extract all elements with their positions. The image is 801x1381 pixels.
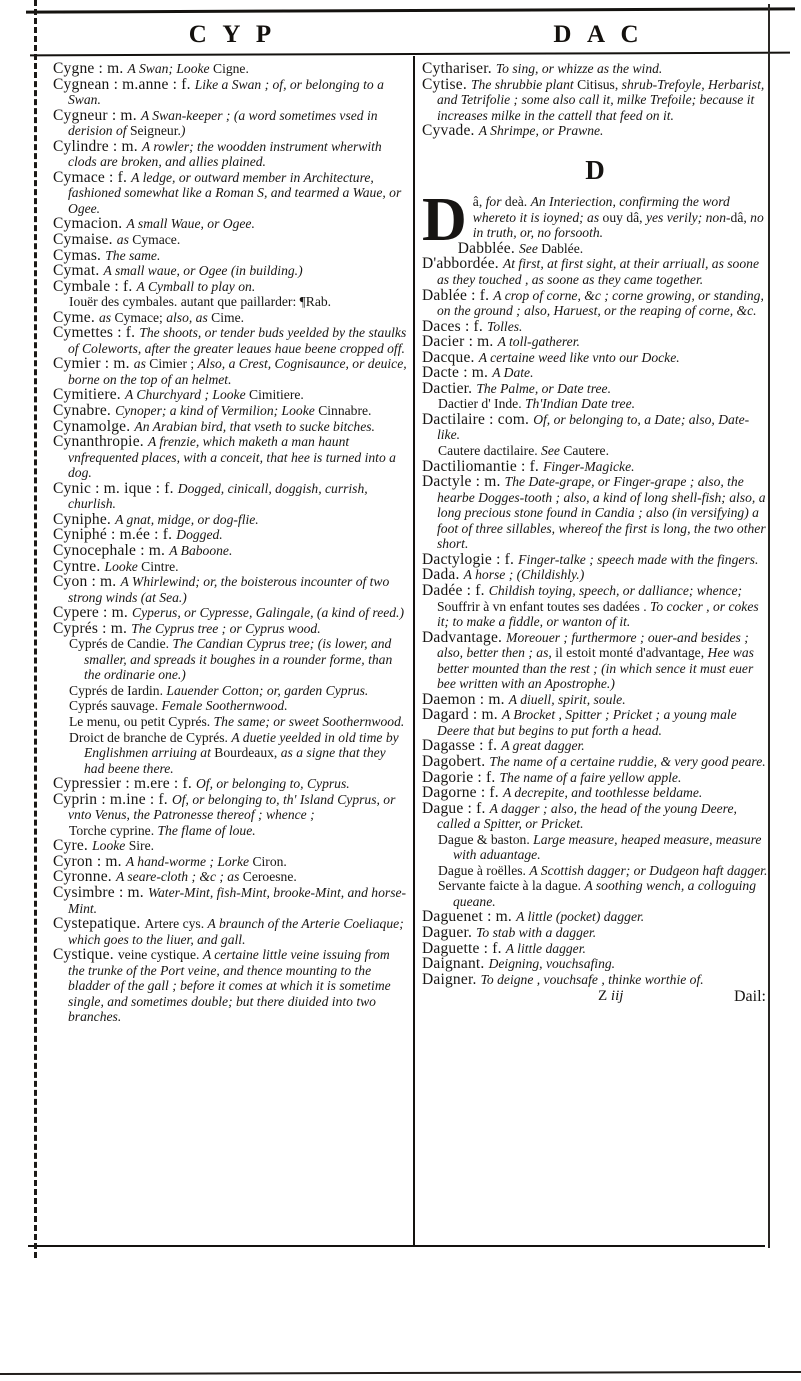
dictionary-entry bbox=[422, 583, 768, 630]
definition-text: An Interiection, confirming the word whereto it is ioyned; as bbox=[472, 194, 730, 225]
headword: Cyon : m. bbox=[53, 573, 121, 591]
definition-text: A great dagger. bbox=[501, 738, 585, 754]
definition-text: A little (pocket) dagger. bbox=[516, 909, 645, 925]
definition-text: A certaine weed like vnto our Docke. bbox=[478, 349, 680, 365]
foreign-text: â, bbox=[472, 194, 486, 210]
right-column bbox=[422, 61, 768, 1007]
dictionary-entry bbox=[422, 459, 768, 475]
dictionary-entry bbox=[53, 325, 407, 356]
headword: Dague : f. bbox=[422, 799, 490, 817]
foreign-text: Cautere. bbox=[563, 443, 609, 459]
dictionary-entry bbox=[53, 559, 407, 575]
dictionary-entry bbox=[422, 61, 768, 77]
sub-entry bbox=[69, 636, 407, 683]
headword: Cymace : f. bbox=[53, 168, 132, 186]
definition-text: Dogged, cinicall, doggish, currish, churlish. bbox=[68, 480, 368, 512]
definition-text: A Whirlewind; or, the boisterous incounter of two strong winds (at Sea.) bbox=[68, 574, 390, 605]
headword: Cystepatique. bbox=[53, 915, 145, 933]
headword: Dadée : f. bbox=[422, 581, 489, 599]
headword: Cyniphé : m.ée : f. bbox=[53, 526, 177, 544]
headword: Cynamolge. bbox=[53, 417, 135, 435]
headword: Dabblée. bbox=[457, 239, 519, 257]
dictionary-entry bbox=[422, 381, 768, 397]
top-border-rule bbox=[26, 7, 795, 13]
headword: Dablée : f. bbox=[422, 286, 494, 304]
definition-text: A small Waue, or Ogee. bbox=[126, 216, 255, 232]
dictionary-entry bbox=[53, 481, 407, 512]
dictionary-entry bbox=[53, 869, 407, 885]
headword: Daignant. bbox=[422, 955, 489, 973]
headword: Cyniphe. bbox=[53, 510, 116, 528]
definition-text: Lauender Cotton; or, garden Cyprus. bbox=[166, 682, 369, 698]
headword: Daigner. bbox=[422, 970, 481, 988]
dictionary-entry bbox=[422, 334, 768, 350]
foreign-text: Dague à roëlles. bbox=[438, 862, 530, 878]
dictionary-entry bbox=[53, 605, 407, 621]
dictionary-entry bbox=[422, 319, 768, 335]
foreign-text: dâ, bbox=[730, 209, 747, 225]
definition-text: To sing, or whizze as the wind. bbox=[495, 61, 663, 76]
headword: Cyre. bbox=[53, 837, 93, 855]
headword: Dacier : m. bbox=[422, 333, 498, 351]
headword: Daces : f. bbox=[422, 317, 488, 335]
definition-text: A seare-cloth ; &c ; as bbox=[115, 869, 243, 885]
dictionary-entry bbox=[53, 139, 407, 170]
foreign-text: deà. bbox=[504, 194, 531, 210]
foreign-text: Cintre. bbox=[141, 558, 179, 574]
dictionary-entry bbox=[422, 972, 768, 988]
foreign-text: Dague & baston. bbox=[438, 831, 534, 847]
definition-text: See bbox=[541, 443, 564, 459]
dictionary-entry bbox=[53, 61, 407, 77]
definition-text: as a signe that they had beene there. bbox=[84, 745, 386, 776]
dictionary-entry bbox=[422, 956, 768, 972]
definition-text: no in truth, or, no forsooth. bbox=[472, 209, 764, 241]
foreign-text: Cyprés sauvage. bbox=[69, 698, 162, 714]
headword: Dadvantage. bbox=[422, 628, 507, 646]
foreign-text: Cymace; bbox=[114, 309, 167, 325]
definition-text: A ledge, or outward member in Architecture, fashioned somewhat like a Roman S, and tearmed a Waue, or Ogee. bbox=[68, 169, 402, 216]
sub-entry bbox=[438, 863, 768, 879]
definition-text: A crop of corne, &c ; corne growing, or standing, on the ground ; also, Haruest, or the reaping of corne, &c. bbox=[437, 287, 764, 319]
foreign-text: Souffrir à vn enfant toutes ses dadées . bbox=[437, 598, 651, 614]
definition-text: A gnat, midge, or dog-flie. bbox=[115, 511, 259, 527]
definition-text: A Brocket , Spitter ; Pricket ; a young male Deere that but begins to put forth a head. bbox=[437, 707, 737, 738]
definition-text: Finger-talke ; speech made with the fingers. bbox=[518, 551, 759, 567]
right-column-d-entries bbox=[422, 186, 768, 988]
dictionary-entry bbox=[53, 527, 407, 543]
foreign-text: Le menu, ou petit Cyprés. bbox=[69, 713, 214, 729]
definition-text: A certaine little veine issuing from the trunke of the Port veine, and thence mounting to the bladder of the gall ; before it comes at which it is sometime single, and sometimes double; but there diuided into two branches. bbox=[68, 947, 391, 1025]
headword: Dactyle : m. bbox=[422, 473, 505, 491]
dictionary-entry bbox=[53, 512, 407, 528]
headword: Dagorie : f. bbox=[422, 768, 500, 786]
definition-text: also, as bbox=[166, 309, 212, 325]
definition-text: as bbox=[133, 356, 150, 372]
headword: Cyprés : m. bbox=[53, 619, 132, 637]
headword: Daguenet : m. bbox=[422, 908, 517, 926]
definition-text: A horse ; (Childishly.) bbox=[463, 567, 585, 583]
headword: Cypere : m. bbox=[53, 604, 133, 622]
column-divider-line bbox=[413, 56, 415, 1246]
foreign-text: Cimitiere. bbox=[249, 387, 304, 403]
foreign-text: il estoit monté d'advantage, bbox=[555, 645, 708, 661]
foreign-text: Ciron. bbox=[252, 853, 287, 869]
headword: Cyme. bbox=[53, 308, 99, 326]
page-bottom-rule bbox=[0, 1371, 801, 1375]
definition-text: A small waue, or Ogee (in building.) bbox=[103, 263, 303, 279]
running-head-right: DAC bbox=[553, 21, 655, 48]
definition-text: The shoots, or tender buds yeelded by the staulks of Coleworts, after the greater leaues haue beene cropped off. bbox=[68, 325, 407, 356]
foreign-text: Torche cyprine. bbox=[69, 822, 158, 838]
headword: Cynanthropie. bbox=[53, 433, 148, 451]
definition-text: A Baboone. bbox=[169, 542, 233, 558]
sub-entry bbox=[438, 443, 768, 459]
definition-text: To stab with a dagger. bbox=[476, 924, 597, 940]
definition-text: Looke bbox=[92, 838, 129, 854]
definition-text: Female Soothernwood. bbox=[161, 698, 288, 714]
headword: Cymaise. bbox=[53, 231, 117, 249]
dictionary-entry bbox=[422, 123, 768, 139]
definition-text: Of, or belonging to, th' Island Cyprus, or vnto Venus, the Patronesse thereof ; whence ; bbox=[68, 791, 396, 823]
headword: Dactilaire : com. bbox=[422, 410, 534, 428]
definition-text: as bbox=[116, 232, 133, 248]
colophon-row bbox=[422, 989, 768, 1007]
headword: Cynocephale : m. bbox=[53, 541, 170, 559]
dictionary-entry bbox=[422, 77, 768, 124]
foreign-text: ouy dâ, bbox=[602, 209, 646, 225]
definition-text: Moreouer ; furthermore ; ouer-and besides ; also, better then ; as, bbox=[437, 629, 749, 661]
headword: Daguer. bbox=[422, 923, 477, 941]
dictionary-entry bbox=[53, 310, 407, 326]
dictionary-entry bbox=[53, 279, 407, 295]
definition-text: A Shrimpe, or Prawne. bbox=[478, 123, 604, 139]
section-letter-heading: D bbox=[585, 154, 605, 185]
sub-entry bbox=[69, 294, 407, 310]
definition-text: Hee was better mounted than the rest ; (in which sence it must euer bee written with an Apostrophe.) bbox=[437, 645, 754, 692]
definition-text: Cynoper; a kind of Vermilion; Looke bbox=[115, 403, 319, 419]
foreign-text: Sire. bbox=[128, 838, 155, 854]
foreign-text: Bourdeaux, bbox=[214, 745, 281, 761]
foreign-text: Cyprés de Iardin. bbox=[69, 682, 167, 698]
left-border-line bbox=[34, 0, 37, 1258]
dictionary-entry bbox=[53, 170, 407, 217]
dictionary-entry bbox=[422, 241, 768, 257]
dictionary-entry bbox=[422, 567, 768, 583]
foreign-text: Servante faicte à la dague. bbox=[438, 878, 585, 894]
dictionary-entry bbox=[422, 925, 768, 941]
definition-text: A hand-worme ; Lorke bbox=[125, 853, 253, 869]
definition-text: Deigning, vouchsafing. bbox=[488, 956, 616, 972]
dictionary-entry bbox=[53, 216, 407, 232]
headword: Cyprin : m.ine : f. bbox=[53, 790, 172, 808]
dictionary-entry bbox=[53, 792, 407, 823]
foreign-text: Cinnabre. bbox=[318, 403, 372, 419]
headword: Cyronne. bbox=[53, 868, 116, 886]
headword: Cynic : m. ique : f. bbox=[53, 479, 178, 497]
definition-text: Large measure, heaped measure, measure with aduantage. bbox=[453, 831, 762, 863]
definition-text: Childish toying, speech, or dalliance; whence; bbox=[488, 582, 743, 598]
definition-text: Water-Mint, fish-Mint, brooke-Mint, and horse-Mint. bbox=[68, 884, 407, 916]
dictionary-entry bbox=[53, 916, 407, 947]
sub-entry bbox=[438, 878, 768, 909]
right-border-line bbox=[768, 4, 770, 1248]
headword: Cymbale : f. bbox=[53, 277, 137, 295]
definition-text: for bbox=[485, 194, 505, 210]
definition-text: The shrubbie plant bbox=[470, 76, 578, 92]
dictionary-entry bbox=[422, 692, 768, 708]
definition-text: See bbox=[518, 240, 542, 256]
headword: Cygneur : m. bbox=[53, 106, 141, 124]
definition-text: shrub-Trefoyle, Herbarist, and Tetrifolie ; some also call it, milke Trefoile; because it increases milke in the cattell that feed on it. bbox=[437, 76, 765, 123]
definition-text: To cocker , or cokes it; to make a fiddle, or wanton of it. bbox=[437, 598, 759, 630]
dictionary-entry bbox=[53, 263, 407, 279]
definition-text: The same; or sweet Soothernwood. bbox=[213, 713, 405, 729]
dictionary-entry bbox=[53, 403, 407, 419]
catchword: Dail: bbox=[734, 988, 766, 1006]
definition-text: The name of a certaine ruddie, & very good peare. bbox=[489, 753, 766, 769]
dictionary-entry bbox=[422, 785, 768, 801]
definition-text: The Palme, or Date tree. bbox=[476, 380, 611, 396]
headword: Dacque. bbox=[422, 348, 479, 366]
foreign-text: Cime. bbox=[211, 309, 245, 325]
headword: Cylindre : m. bbox=[53, 137, 142, 155]
dictionary-entry bbox=[422, 770, 768, 786]
definition-text: A soothing wench, a colloguing queane. bbox=[453, 878, 756, 909]
headword: Dactylogie : f. bbox=[422, 550, 519, 568]
definition-text: A braunch of the Arterie Coeliaque; which goes to the liuer, and gall. bbox=[68, 916, 404, 947]
headword: Dacte : m. bbox=[422, 364, 493, 382]
dictionary-entry bbox=[422, 365, 768, 381]
definition-text: A rowler; the woodden instrument wherwith clods are broken, and allies plained. bbox=[68, 138, 382, 170]
headword: Cyntre. bbox=[53, 557, 105, 575]
sub-entry bbox=[69, 823, 407, 839]
definition-text: ) bbox=[180, 123, 186, 139]
dictionary-entry bbox=[53, 574, 407, 605]
dictionary-entry bbox=[53, 854, 407, 870]
dictionary-entry bbox=[53, 543, 407, 559]
headword: Dagorne : f. bbox=[422, 784, 503, 802]
definition-text: The flame of loue. bbox=[157, 822, 256, 838]
dictionary-entry bbox=[53, 434, 407, 481]
foreign-text: Dablée. bbox=[541, 240, 584, 256]
dictionary-entry bbox=[53, 838, 407, 854]
foreign-text: Droict de branche de Cyprés. bbox=[69, 729, 232, 745]
dictionary-entry bbox=[53, 248, 407, 264]
headword: Cymacion. bbox=[53, 215, 127, 233]
headword: Dactiliomantie : f. bbox=[422, 457, 544, 475]
dictionary-entry bbox=[422, 754, 768, 770]
foreign-text: Artere cys. bbox=[144, 916, 208, 932]
definition-text: A Churchyard ; Looke bbox=[124, 387, 250, 403]
definition-text: The Date-grape, or Finger-grape ; also, the hearbe Dogges-tooth ; also, a kind of long shell-fish; also, a long precious stone found in Candia ; also (in versifying) a foot of three sillables, whereof the first is long, the two other short. bbox=[437, 474, 766, 552]
headword: Dagobert. bbox=[422, 752, 490, 770]
definition-text: A Cymball to play on. bbox=[136, 278, 256, 294]
definition-text: At first, at first sight, at their arriuall, as soone as they touched , as soone as they came together. bbox=[437, 256, 759, 288]
dictionary-entry bbox=[422, 256, 768, 287]
definition-text: A Swan-keeper ; (a word sometimes vsed in derision of bbox=[68, 107, 378, 139]
dictionary-entry bbox=[422, 707, 768, 738]
headword: Dada. bbox=[422, 566, 464, 584]
headword: Cynabre. bbox=[53, 402, 116, 420]
foreign-text: Cyprés de Candie. bbox=[69, 636, 173, 652]
headword: Cymas. bbox=[53, 246, 106, 264]
definition-text: Like a Swan ; of, or belonging to a Swan. bbox=[68, 76, 384, 108]
dictionary-entry bbox=[53, 108, 407, 139]
sub-entry bbox=[69, 683, 407, 699]
foreign-text: veine cystique. bbox=[117, 947, 203, 963]
headword: Cygnean : m.anne : f. bbox=[53, 75, 195, 93]
foreign-text: Iouër des cymbales. autant que paillarder: ¶Rab. bbox=[69, 294, 332, 310]
dictionary-entry bbox=[53, 77, 407, 108]
headword: D'abbordée. bbox=[422, 255, 503, 273]
dictionary-entry bbox=[53, 387, 407, 403]
headword: Daguette : f. bbox=[422, 939, 506, 957]
signature-mark: Z iij bbox=[598, 988, 624, 1005]
definition-text: A duetie yeelded in old time by Englishmen arriuing at bbox=[84, 729, 399, 761]
dictionary-entry bbox=[53, 356, 407, 387]
definition-text: Tolles. bbox=[487, 318, 523, 334]
sub-entry bbox=[438, 832, 768, 863]
drop-cap-letter: D bbox=[422, 186, 467, 255]
definition-text: Finger-Magicke. bbox=[543, 458, 635, 474]
definition-text: The same. bbox=[105, 247, 161, 263]
definition-text: Th'Indian Date tree. bbox=[525, 396, 636, 412]
sub-entry bbox=[69, 714, 407, 730]
dictionary-entry bbox=[422, 350, 768, 366]
headword: Daemon : m. bbox=[422, 690, 509, 708]
definition-text: The Candian Cyprus tree; (is lower, and smaller, and spreads it boughes in a rounder forme, than the ordinarie one.) bbox=[84, 636, 393, 683]
text-frame-bottom-rule bbox=[28, 1245, 765, 1247]
headword: Cymitiere. bbox=[53, 386, 125, 404]
dictionary-entry bbox=[53, 621, 407, 637]
sub-entry bbox=[69, 730, 407, 777]
definition-text: A diuell, spirit, soule. bbox=[508, 691, 626, 707]
definition-text: A Swan; Looke bbox=[127, 61, 213, 76]
foreign-text: Cautere dactilaire. bbox=[438, 443, 542, 459]
headword: Cymier : m. bbox=[53, 355, 134, 373]
dictionary-entry bbox=[422, 941, 768, 957]
dictionary-entry bbox=[422, 552, 768, 568]
definition-text: A toll-gatherer. bbox=[497, 334, 580, 350]
left-column bbox=[53, 61, 407, 1025]
definition-text: The name of a faire yellow apple. bbox=[499, 769, 682, 785]
definition-text: Of, or belonging to, a Date; also, Date-like. bbox=[437, 411, 750, 443]
foreign-text: Cymace. bbox=[132, 232, 181, 248]
dictionary-entry bbox=[422, 909, 768, 925]
headword: Cystique. bbox=[53, 946, 118, 964]
sub-entry bbox=[438, 396, 768, 412]
definition-text: Also, a Crest, Cognisaunce, or deuice, borne on the top of an helmet. bbox=[68, 356, 407, 387]
dictionary-entry bbox=[53, 885, 407, 916]
dictionary-entry bbox=[53, 232, 407, 248]
dictionary-entry bbox=[422, 288, 768, 319]
header-bottom-rule bbox=[30, 52, 790, 57]
dictionary-entry bbox=[53, 776, 407, 792]
headword: Dagard : m. bbox=[422, 706, 502, 724]
definition-text: yes verily; non- bbox=[645, 209, 731, 225]
headword: Cysimbre : m. bbox=[53, 883, 148, 901]
headword: Cyron : m. bbox=[53, 852, 126, 870]
sub-entry bbox=[69, 698, 407, 714]
running-head-left: CYP bbox=[188, 21, 287, 48]
dictionary-entry bbox=[422, 412, 768, 443]
definition-text: Of, or belonging to, Cyprus. bbox=[195, 776, 350, 792]
right-column-top-entries bbox=[422, 61, 768, 139]
headword: Dactier. bbox=[422, 379, 477, 397]
dictionary-entry bbox=[53, 419, 407, 435]
headword: Cythariser. bbox=[422, 60, 496, 77]
definition-text: A decrepite, and toothlesse beldame. bbox=[502, 785, 703, 801]
foreign-text: Cigne. bbox=[213, 61, 249, 76]
definition-text: as bbox=[98, 309, 115, 325]
dictionary-entry bbox=[422, 474, 768, 552]
foreign-text: Dactier d' Inde. bbox=[438, 396, 525, 412]
definition-text: Dogged. bbox=[176, 527, 223, 543]
definition-text: Cyperus, or Cypresse, Galingale, (a kind of reed.) bbox=[132, 605, 404, 621]
dictionary-entry bbox=[422, 630, 768, 692]
dictionary-entry bbox=[53, 947, 407, 1025]
headword: Cygne : m. bbox=[53, 60, 128, 77]
definition-text: An Arabian bird, that vseth to sucke bitches. bbox=[134, 418, 375, 434]
headword: Cytise. bbox=[422, 75, 471, 93]
definition-text: Looke bbox=[104, 558, 142, 574]
foreign-text: Citisus, bbox=[577, 76, 622, 92]
definition-text: A Scottish dagger; or Dudgeon haft dagger. bbox=[529, 862, 768, 878]
definition-text: A frenzie, which maketh a man haunt vnfrequented places, with a conceit, that hee is turned into a dog. bbox=[68, 434, 396, 481]
definition-text: A dagger ; also, the head of the young Deere, called a Spitter, or Pricket. bbox=[437, 800, 737, 832]
headword: Cymat. bbox=[53, 262, 104, 280]
definition-text: The Cyprus tree ; or Cyprus wood. bbox=[131, 620, 321, 636]
foreign-text: Cimier ; bbox=[149, 356, 198, 372]
foreign-text: Ceroesne. bbox=[242, 869, 297, 885]
headword: Cymettes : f. bbox=[53, 324, 140, 342]
definition-text: A little dagger. bbox=[505, 940, 586, 956]
foreign-text: Seigneur. bbox=[129, 123, 181, 139]
dictionary-entry bbox=[422, 801, 768, 832]
headword: Cyvade. bbox=[422, 122, 479, 140]
headword: Cypressier : m.ere : f. bbox=[53, 775, 196, 793]
definition-text: To deigne , vouchsafe , thinke worthie of. bbox=[480, 971, 704, 987]
definition-text: A Date. bbox=[492, 365, 534, 381]
headword: Dagasse : f. bbox=[422, 737, 502, 755]
dictionary-entry bbox=[422, 738, 768, 754]
